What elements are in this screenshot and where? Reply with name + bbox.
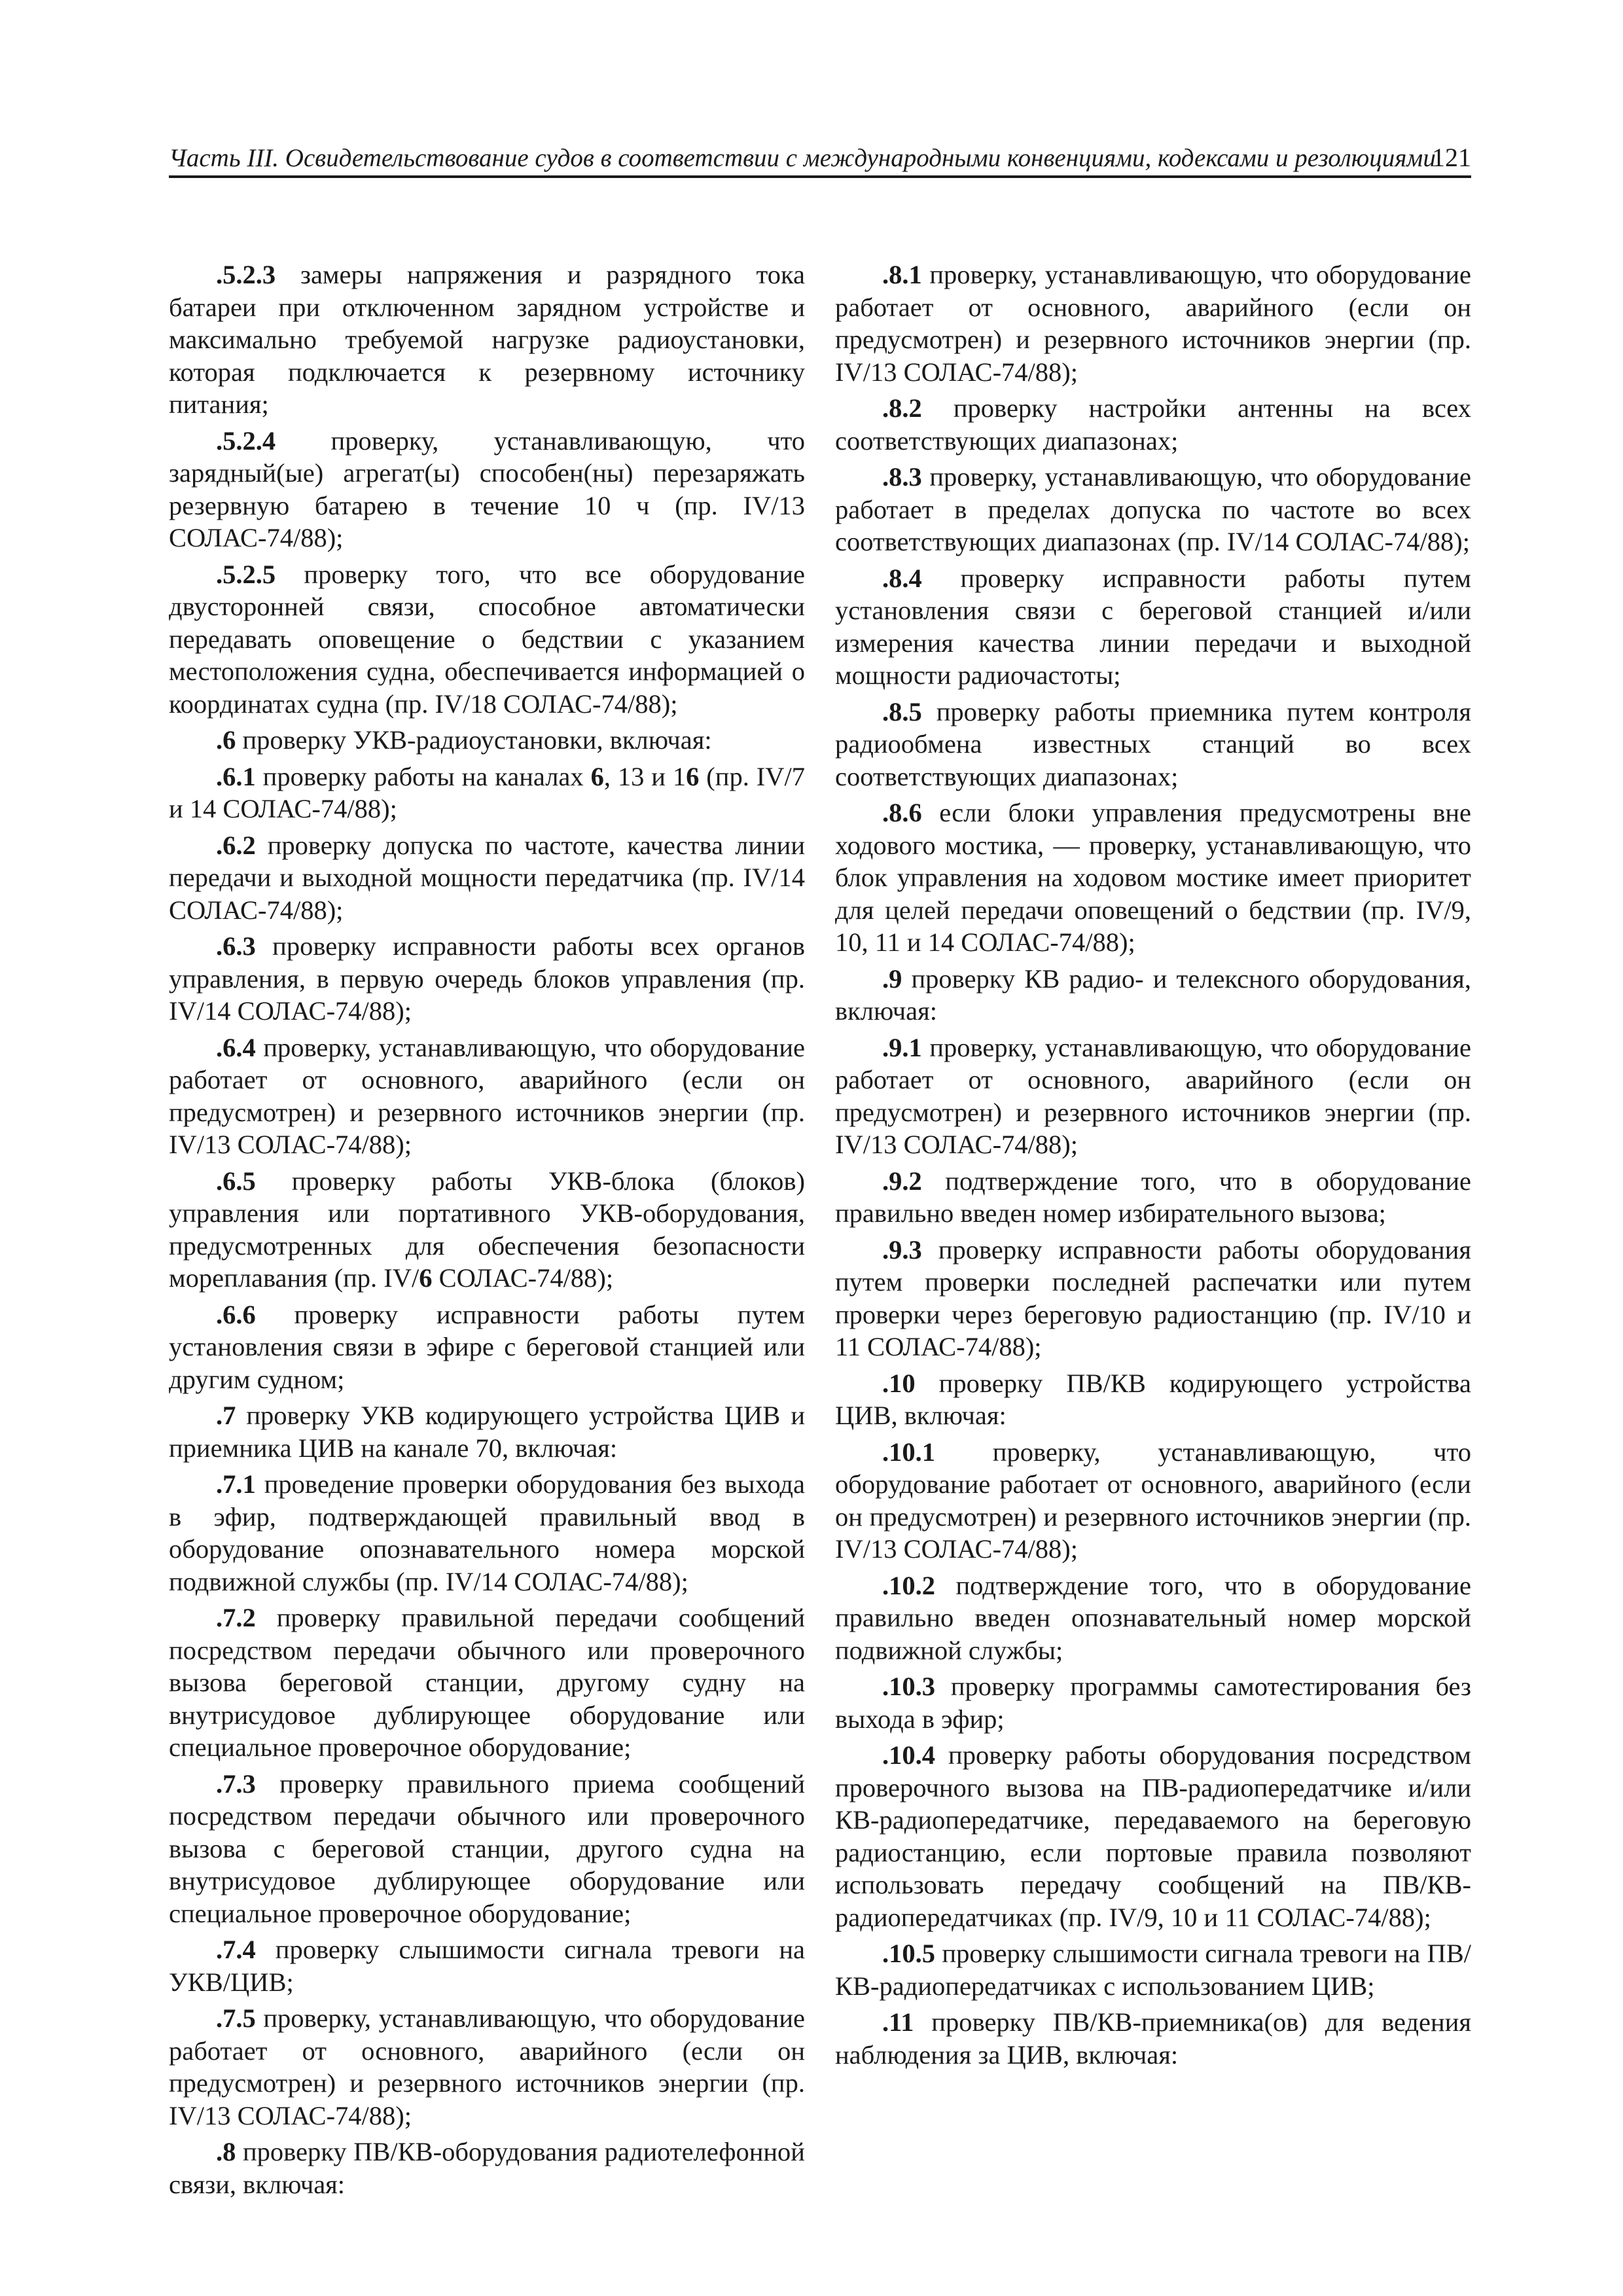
paragraph-text: проверку настройки антенны на всех соответствующих диапазонах; (835, 393, 1471, 456)
paragraph-text: проверку ПВ/КВ-оборудования радиотелефонной связи, включая: (169, 2137, 805, 2199)
page-number: 121 (1432, 143, 1471, 172)
paragraph-text: проверку, устанавливающую, что оборудование работает от основного, аварийного (если он предусмотрен) и резервного источников энергии (пр. IV/13 СОЛАС-74/88); (835, 260, 1471, 387)
paragraph-number: .10.4 (882, 1740, 935, 1770)
paragraph-number: .5.2.4 (216, 425, 276, 456)
paragraph-7-3 (169, 1768, 805, 1930)
paragraph-number: .5.2.3 (216, 260, 276, 289)
paragraph-number: .6 (216, 725, 236, 755)
paragraph-number: .8.1 (882, 260, 922, 289)
paragraph-number: .11 (882, 2007, 914, 2037)
paragraph-7-2 (169, 1602, 805, 1764)
paragraph-number: .10.2 (882, 1570, 935, 1600)
paragraph-8-3 (835, 461, 1471, 558)
paragraph-text: проверку работы приемника путем контроля радиообмена известных станций во всех соответствующих диапазонах; (835, 696, 1471, 791)
paragraph-number: .7.5 (216, 2003, 256, 2033)
paragraph-number: .6.1 (216, 761, 256, 791)
paragraph-7 (169, 1399, 805, 1464)
paragraph-text: проверку, устанавливающую, что оборудование работает от основного, аварийного (если он предусмотрен) и резервного источников энергии (пр. IV/13 СОЛАС-74/88); (835, 1032, 1471, 1159)
paragraph-text: замеры напряжения и разрядного тока батареи при отключенном зарядном устройстве и максимально требуемой нагрузке радиоустановки, которая подключается к резервному источнику питания; (169, 260, 805, 419)
paragraph-text: проверку слышимости сигнала тревоги на УКВ/ЦИВ; (169, 1935, 805, 1997)
paragraph-6-2 (169, 829, 805, 927)
paragraph-text: проверку исправности работы всех органов управления, в первую очередь блоков управления (пр. IV/14 СОЛАС-74/88); (169, 931, 805, 1026)
paragraph-number: .7.1 (216, 1469, 256, 1499)
paragraph-number: .10.3 (882, 1672, 935, 1701)
paragraph-text: (пр. IV/7 и 14 СОЛАС-74/88); (169, 761, 805, 823)
paragraph-text: подтверждение того, что в оборудование правильно введен опознавательный номер морской подвижной службы; (835, 1570, 1471, 1665)
paragraph-10-4 (835, 1739, 1471, 1933)
paragraph-number: .6.3 (216, 931, 256, 961)
paragraph-5-2-3 (169, 259, 805, 421)
paragraph-number: .10.1 (882, 1437, 935, 1467)
right-column (835, 259, 1471, 2075)
paragraph-number: .6.5 (216, 1166, 256, 1196)
paragraph-number: .7.2 (216, 1603, 256, 1632)
paragraph-11 (835, 2006, 1471, 2071)
paragraph-7-5 (169, 2002, 805, 2132)
paragraph-9 (835, 963, 1471, 1028)
paragraph-number: .10 (882, 1368, 916, 1398)
paragraph-8-4 (835, 562, 1471, 692)
paragraph-number: .8.2 (882, 393, 922, 423)
paragraph-text: проверку правильной передачи сообщений посредством передачи обычного или проверочного вызова береговой станции, другому судну на внутрисудовое дублирующее оборудование или специальное проверочное оборудование; (169, 1603, 805, 1762)
paragraph-text: подтверждение того, что в оборудование правильно введен номер избирательного вызова; (835, 1166, 1471, 1228)
paragraph-number: .6.4 (216, 1032, 256, 1062)
paragraph-number: .6.6 (216, 1299, 256, 1329)
paragraph-6 (169, 724, 805, 757)
paragraph-10 (835, 1367, 1471, 1432)
paragraph-text: проверку, устанавливающую, что оборудование работает от основного, аварийного (если он предусмотрен) и резервного источников энергии (пр. IV/13 СОЛАС-74/88); (169, 1032, 805, 1159)
paragraph-10-2 (835, 1570, 1471, 1667)
paragraph-10-1 (835, 1436, 1471, 1566)
paragraph-8-5 (835, 696, 1471, 793)
paragraph-number: .6.2 (216, 830, 256, 860)
paragraph-text: проверку слышимости сигнала тревоги на ПВ/КВ-радиопередатчиках с использованием ЦИВ; (835, 1939, 1471, 2001)
paragraph-7-4 (169, 1933, 805, 1998)
paragraph-text: проверку УКВ-радиоустановки, включая: (236, 725, 712, 755)
paragraph-text: проверку УКВ кодирующего устройства ЦИВ и приемника ЦИВ на канале 70, включая: (169, 1401, 805, 1463)
channel-number: 6 (686, 761, 700, 791)
paragraph-text: проверку исправности работы путем установления связи с береговой станцией и/или измерения качества линии передачи и выходной мощности радиочастоты; (835, 563, 1471, 690)
paragraph-number: .8 (216, 2137, 236, 2166)
paragraph-text: проверку допуска по частоте, качества линии передачи и выходной мощности передатчика (пр. IV/14 СОЛАС-74/88); (169, 830, 805, 925)
paragraph-number: .9.1 (882, 1032, 922, 1062)
paragraph-5-2-4 (169, 425, 805, 554)
paragraph-text: проведение проверки оборудования без выхода в эфир, подтверждающей правильный ввод в оборудование опознавательного номера морской подвижной службы (пр. IV/14 СОЛАС-74/88); (169, 1469, 805, 1596)
paragraph-6-6 (169, 1299, 805, 1396)
left-column (169, 259, 805, 2204)
paragraph-text: проверку ПВ/КВ-приемника(ов) для ведения наблюдения за ЦИВ, включая: (835, 2007, 1471, 2070)
paragraph-6-3 (169, 930, 805, 1028)
paragraph-text: проверку работы оборудования посредством проверочного вызова на ПВ-радиопередатчике и/или КВ-радиопередатчике, передаваемого на береговую радиостанцию, если портовые правила позволяют использовать передачу сообщений на ПВ/КВ-радиопередатчиках (пр. IV/9, 10 и 11 СОЛАС-74/88); (835, 1740, 1471, 1932)
paragraph-text: проверку, устанавливающую, что оборудование работает от основного, аварийного (если он предусмотрен) и резервного источников энергии (пр. IV/13 СОЛАС-74/88); (169, 2003, 805, 2130)
paragraph-text: проверку работы УКВ-блока (блоков) управления или портативного УКВ-оборудования, предусмотренных для обеспечения безопасности мореплавания (пр. IV/ (169, 1166, 805, 1293)
paragraph-text: проверку того, что все оборудование двусторонней связи, способное автоматически передавать оповещение о бедствии с указанием местоположения судна, обеспечивается информацией о координатах судна (пр. IV/18 СОЛАС-74/88); (169, 559, 805, 719)
rule-number: 6 (419, 1263, 433, 1293)
paragraph-text: проверку правильного приема сообщений посредством передачи обычного или проверочного вызова с береговой станции, другого судна на внутрисудовое дублирующее оборудование или специальное проверочное оборудование; (169, 1768, 805, 1928)
paragraph-number: .8.3 (882, 462, 922, 492)
paragraph-6-4 (169, 1031, 805, 1161)
paragraph-8-6 (835, 797, 1471, 959)
paragraph-text: проверку работы на каналах (255, 761, 591, 791)
paragraph-9-2 (835, 1165, 1471, 1230)
header-title: Часть III. Освидетельствование судов в соответствии с международными конвенциями, кодексами и резолюциями (169, 144, 1436, 172)
paragraph-number: .9.3 (882, 1234, 922, 1265)
paragraph-number: .7.4 (216, 1935, 256, 1964)
paragraph-text: проверку ПВ/КВ кодирующего устройства ЦИВ, включая: (835, 1368, 1471, 1430)
paragraph-text: проверку, устанавливающую, что оборудование работает в пределах допуска по частоте во всех соответствующих диапазонах (пр. IV/14 СОЛАС-74/88); (835, 462, 1471, 556)
channel-number: 6 (590, 761, 604, 791)
running-header (169, 139, 1471, 178)
paragraph-number: .9.2 (882, 1166, 922, 1196)
paragraph-number: .7.3 (216, 1768, 256, 1799)
paragraph-8-1 (835, 259, 1471, 388)
paragraph-text: проверку программы самотестирования без выхода в эфир; (835, 1672, 1471, 1734)
paragraph-7-1 (169, 1468, 805, 1598)
paragraph-number: .8.5 (882, 696, 922, 726)
paragraph-text: проверку КВ радио- и телексного оборудования, включая: (835, 963, 1471, 1026)
paragraph-8-2 (835, 392, 1471, 457)
paragraph-6-5 (169, 1165, 805, 1295)
paragraph-text: проверку, устанавливающую, что оборудование работает от основного, аварийного (если он предусмотрен) и резервного источников энергии (пр. IV/13 СОЛАС-74/88); (835, 1437, 1471, 1564)
paragraph-number: .5.2.5 (216, 559, 276, 589)
paragraph-text: проверку исправности работы оборудования путем проверки последней распечатки или путем проверки через береговую радиостанцию (пр. IV/10 и 11 СОЛАС-74/88); (835, 1234, 1471, 1361)
paragraph-5-2-5 (169, 558, 805, 721)
paragraph-8 (169, 2136, 805, 2200)
paragraph-text: если блоки управления предусмотрены вне ходового мостика, — проверку, устанавливающую, что блок управления на ходовом мостике имеет приоритет для целей передачи оповещений о бедствии (пр. IV/9, 10, 11 и 14 СОЛАС-74/88); (835, 798, 1471, 957)
paragraph-text: , 13 и 1 (603, 761, 687, 791)
paragraph-10-3 (835, 1670, 1471, 1735)
paragraph-text: СОЛАС-74/88); (432, 1263, 614, 1293)
paragraph-9-1 (835, 1031, 1471, 1161)
paragraph-6-1 (169, 761, 805, 825)
paragraph-number: .7 (216, 1401, 236, 1430)
paragraph-10-5 (835, 1937, 1471, 2002)
paragraph-text: проверку, устанавливающую, что зарядный(ые) агрегат(ы) способен(ны) перезаряжать резервную батарею в течение 10 ч (пр. IV/13 СОЛАС-74/88); (169, 425, 805, 552)
paragraph-9-3 (835, 1234, 1471, 1363)
paragraph-number: .8.4 (882, 563, 922, 593)
paragraph-text: проверку исправности работы путем установления связи в эфире с береговой станцией или другим судном; (169, 1299, 805, 1394)
paragraph-number: .9 (882, 963, 902, 994)
paragraph-number: .10.5 (882, 1939, 935, 1968)
paragraph-number: .8.6 (882, 798, 922, 827)
header-rule (169, 175, 1471, 178)
